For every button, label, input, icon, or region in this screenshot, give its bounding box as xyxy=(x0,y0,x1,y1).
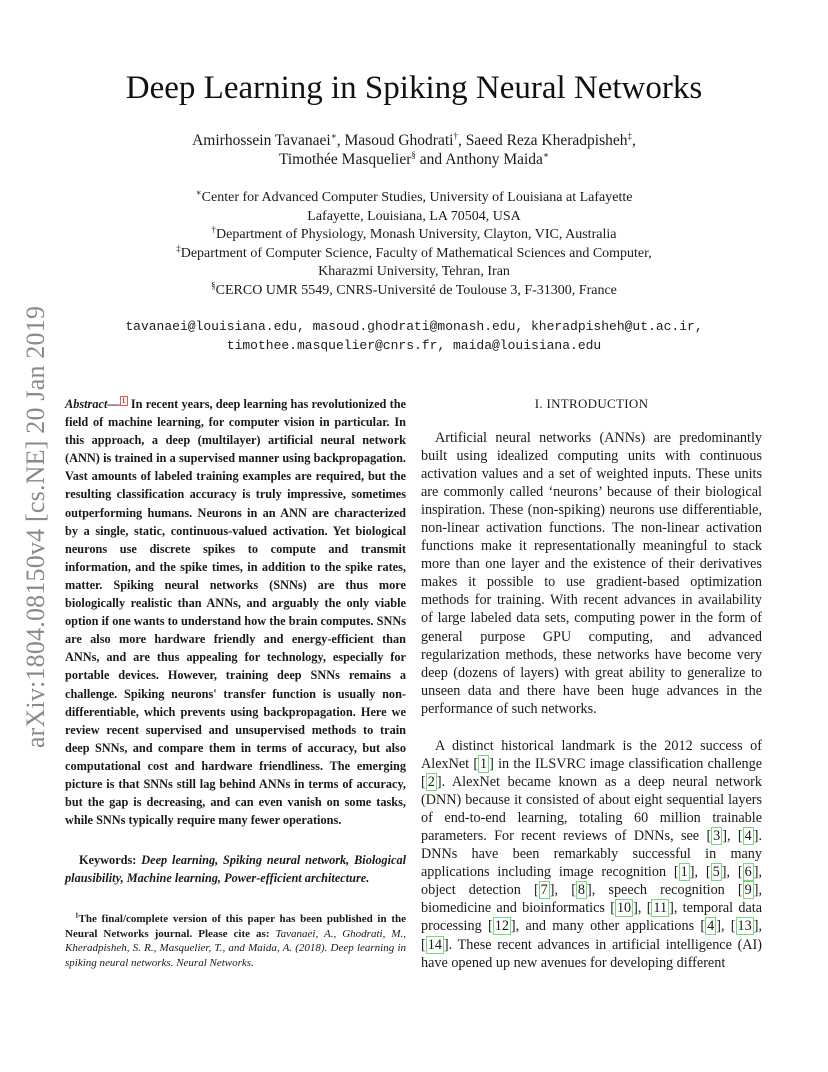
abstract-dash: — xyxy=(107,397,120,411)
affiliation-text: Department of Physiology, Monash University, Clayton, VIC, Australia xyxy=(216,227,617,243)
citation-link[interactable]: 8 xyxy=(577,882,586,899)
email-line: tavanaei@louisiana.edu, masoud.ghodrati@monash.edu, kheradpisheh@ut.ac.ir, xyxy=(125,319,703,334)
citation-link[interactable]: 1 xyxy=(480,756,488,773)
author-name: Anthony Maida xyxy=(445,151,543,168)
email-line: timothee.masquelier@cnrs.fr, maida@louisiana.edu xyxy=(226,337,602,353)
paper-title: Deep Learning in Spiking Neural Networks xyxy=(125,70,703,106)
keywords-label: Keywords: xyxy=(79,853,137,867)
affiliation-line xyxy=(0,208,828,227)
arxiv-identifier: arXiv:1804.08150v4 [cs.NE] 20 Jan 2019 xyxy=(21,305,50,749)
abstract xyxy=(65,395,406,829)
abstract-label: Abstract xyxy=(65,397,108,411)
arxiv-sidebar xyxy=(11,295,61,760)
citation-link[interactable]: 2 xyxy=(427,774,435,791)
paragraph-text: Artificial neural networks (ANNs) are predominantly built using idealized computing units with continuous activation values and a set of weighted inputs. These units are commonly called ‘neurons’ because of their biological inspiration. These (non-spiking) neurons use differentiable, non-linear activation functions. The non-linear activation functions make it representationally meaningful to stack more than one layer and the existence of their derivatives makes it possible to use gradient-based optimization methods for training. With recent advances in availability of large labeled data sets, computing power in the form of general purpose GPU computing, and advanced regularization methods, these networks have become very deep (dozens of layers) with great ability to generalize to unseen data and there have been huge advances in the performance of such networks. xyxy=(421,430,762,717)
affiliation-text: Department of Computer Science, Faculty of Mathematical Sciences and Computer, xyxy=(180,245,652,261)
affiliations xyxy=(0,189,828,301)
affiliation-line xyxy=(0,282,828,301)
affiliation-text: Center for Advanced Computer Studies, University of Louisiana at Lafayette xyxy=(201,190,633,205)
affiliation-mark: † xyxy=(211,224,217,235)
section-heading xyxy=(421,395,762,413)
section-title-first: I xyxy=(546,396,552,411)
citation-link[interactable]: 14 xyxy=(427,936,442,953)
footnote-citation: Tavanaei, A., Ghodrati, M., Kheradpisheh, S. R., Masquelier, T., and Maida, A. (2018). Deep learning in spiking neural networks. Neural Networks. xyxy=(65,927,407,970)
author-name: Timothée Masquelier xyxy=(278,151,412,168)
intro-paragraph-1 xyxy=(421,429,762,718)
footnote-text: The final/complete version of this paper has been published in the Neural Networks journal. Please cite as: xyxy=(65,913,406,940)
abstract-text: In recent years, deep learning has revolutionized the field of machine learning, for computer vision in particular. In this approach, a deep (multilayer) artificial neural network (ANN) is trained in a supervised manner using backpropagation. Vast amounts of labeled training examples are required, but the resulting classification accuracy is truly impressive, sometimes outperforming humans. Neurons in an ANN are characterized by a single, static, continuous-valued activation. Yet biological neurons use discrete spikes to compute and transmit information, and the spike times, in addition to the spike rates, matter. Spiking neural networks (SNNs) are thus more biologically realistic than ANNs, and arguably the only viable option if one wants to understand how the brain computes. SNNs are also more hardware friendly and energy-efficient than ANNs, and are thus appealing for technology, especially for portable devices. However, training deep SNNs remains a challenge. Spiking neurons' transfer function is usually non-differentiable, which prevents using backpropagation. Here we review recent supervised and unsupervised methods to train deep SNNs, and compare them in terms of accuracy, but also computational cost and hardware friendliness. The emerging picture is that SNNs still lag behind ANNs in terms of accuracy, but the gap is decreasing, and can even vanish on some tasks, while SNNs typically require many fewer operations. xyxy=(65,397,406,828)
paragraph-text: A distinct historical landmark is the 2012 success of AlexNet [ 1 ] in the ILSVRC image classification challenge [ 2 ]. AlexNet became known as a deep neural network (DNN) because it consisted of about eight sequential layers of end-to-end learning, totaling 60 million trainable parameters. For recent reviews of DNNs, see [ 3 ], [ 4 ]. DNNs have been remarkably successful in many applications including image recognition [ 1 ], [ 5 ], [ 6 ], object detection [ 7 ], [ 8 ], speech recognition [ 9 ], biomedicine and bioinformatics [ 10 ], [ 11 ], temporal data processing [ 12 ], and many other applications [ 4 ], [ 13 ], [ 14 ]. These recent advances in artificial intelligence (AI) have opened up new avenues for developing different xyxy=(421,738,763,971)
affiliation-line xyxy=(0,245,828,264)
footnote xyxy=(65,912,406,971)
citation-link[interactable]: 6 xyxy=(744,864,752,881)
citation-link[interactable]: 9 xyxy=(744,882,752,899)
author-name: Saeed Reza Kheradpisheh xyxy=(465,132,628,149)
author-mark: ‡ xyxy=(627,130,633,141)
affiliation-line xyxy=(0,226,828,245)
keywords xyxy=(65,851,406,887)
citation-link[interactable]: 5 xyxy=(712,864,720,881)
footnote-mark: 1 xyxy=(75,911,79,920)
footnote-link[interactable]: 1 xyxy=(121,396,126,405)
author-name: Amirhossein Tavanaei xyxy=(192,132,331,149)
citation-link[interactable]: 3 xyxy=(713,828,721,845)
keywords-text: Deep learning, Spiking neural network, Biological plausibility, Machine learning, Power-efficient architecture. xyxy=(65,853,407,886)
citation-link[interactable]: 11 xyxy=(653,900,668,917)
author-separator: , xyxy=(457,132,466,149)
citation-link[interactable]: 1 xyxy=(680,864,688,881)
citation-link[interactable]: 10 xyxy=(616,900,632,917)
author-separator: , xyxy=(632,132,636,149)
author-mark: ∗ xyxy=(542,149,550,160)
affiliation-line xyxy=(0,263,828,282)
section-title-rest: NTRODUCTION xyxy=(551,396,649,411)
affiliation-text: CERCO UMR 5549, CNRS-Université de Toulouse 3, F-31300, France xyxy=(215,282,617,298)
affiliation-text: Lafayette, Louisiana, LA 70504, USA xyxy=(307,208,521,224)
author-list xyxy=(0,131,828,169)
affiliation-mark: ∗ xyxy=(195,187,202,198)
citation-link[interactable]: 4 xyxy=(744,828,752,845)
affiliation-mark: § xyxy=(211,280,216,291)
citation-link[interactable]: 13 xyxy=(737,918,752,935)
author-separator: and xyxy=(415,151,446,168)
author-mark: † xyxy=(453,130,458,141)
intro-paragraph-2 xyxy=(421,737,762,972)
affiliation-line xyxy=(0,189,828,208)
author-separator: , xyxy=(336,132,345,149)
citation-link[interactable]: 4 xyxy=(707,918,715,935)
author-mark: § xyxy=(411,149,416,160)
affiliation-text: Kharazmi University, Tehran, Iran xyxy=(318,264,510,280)
author-name: Masoud Ghodrati xyxy=(344,132,454,149)
affiliation-mark: ‡ xyxy=(176,243,181,254)
author-mark: ∗ xyxy=(330,130,337,141)
author-emails xyxy=(0,318,828,355)
citation-link[interactable]: 7 xyxy=(540,882,548,899)
citation-link[interactable]: 12 xyxy=(494,918,509,935)
section-number: I. xyxy=(534,396,547,411)
